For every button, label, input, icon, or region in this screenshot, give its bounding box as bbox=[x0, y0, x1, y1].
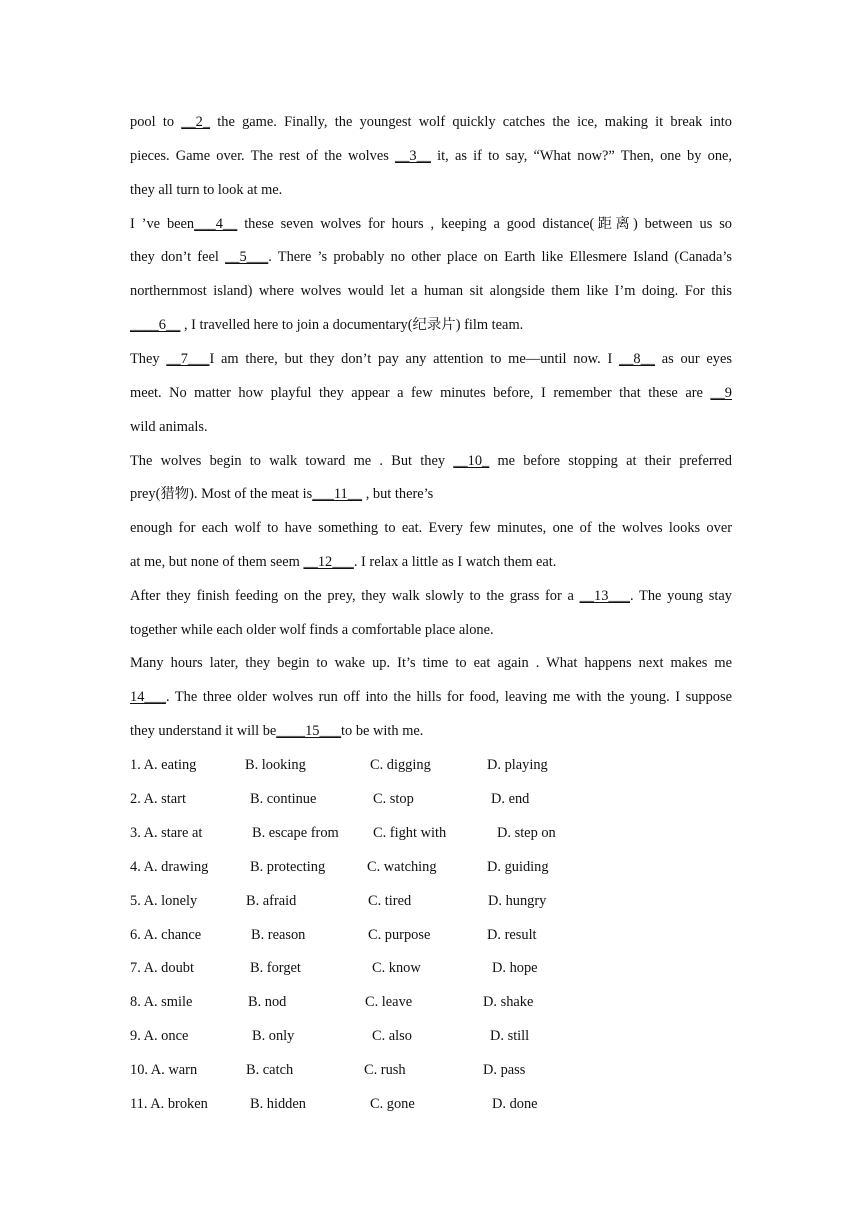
question-option-b: B. only bbox=[252, 1028, 295, 1044]
passage-line bbox=[130, 247, 732, 267]
question-option-d: D. hungry bbox=[488, 893, 547, 909]
passage-text: pool to bbox=[130, 114, 182, 130]
answer-blank: __7___ bbox=[166, 351, 210, 367]
question-option-d: D. guiding bbox=[487, 859, 549, 875]
question-option-a: 6. A. chance bbox=[130, 927, 202, 943]
question-option-c: C. tired bbox=[368, 893, 412, 909]
passage-line bbox=[130, 687, 732, 707]
question-option-d: D. hope bbox=[492, 960, 538, 976]
question-option-d: D. playing bbox=[487, 757, 548, 773]
passage-text: , I travelled here to join a documentary(纪录片) film team. bbox=[180, 317, 524, 333]
question-option-d: D. step on bbox=[497, 825, 556, 841]
passage-text: prey(猎物). Most of the meat is bbox=[130, 486, 313, 502]
question-option-c: C. watching bbox=[367, 859, 437, 875]
passage-text: meet. No matter how playful they appear a few minutes before, I remember that these are bbox=[130, 385, 711, 401]
passage-text: They bbox=[130, 351, 167, 367]
question-option-b: B. nod bbox=[248, 994, 287, 1010]
passage-text: , but there’s bbox=[362, 486, 434, 502]
passage-line bbox=[130, 721, 732, 741]
passage-line bbox=[130, 112, 732, 132]
passage-line bbox=[130, 586, 732, 606]
passage-text: to be with me. bbox=[341, 723, 424, 739]
question-option-c: C. rush bbox=[364, 1062, 406, 1078]
question-option-c: C. know bbox=[372, 960, 421, 976]
passage-text: . The young stay bbox=[629, 588, 732, 604]
question-option-d: D. result bbox=[487, 927, 537, 943]
question-option-d: D. done bbox=[492, 1096, 538, 1112]
question-option-b: B. protecting bbox=[250, 859, 326, 875]
question-option-a: 4. A. drawing bbox=[130, 859, 209, 875]
answer-blank: __8__ bbox=[619, 351, 655, 367]
question-option-a: 5. A. lonely bbox=[130, 893, 198, 909]
question-option-a: 9. A. once bbox=[130, 1028, 189, 1044]
passage-text: The wolves begin to walk toward me . But they bbox=[130, 453, 454, 469]
passage-text: at me, but none of them seem bbox=[130, 554, 304, 570]
answer-blank: __10_ bbox=[453, 453, 490, 469]
answer-blank: __9 bbox=[710, 385, 732, 401]
answer-blank: ____15___ bbox=[276, 723, 342, 739]
passage-text: they understand it will be bbox=[130, 723, 277, 739]
passage-text: these seven wolves for hours , keeping a good distance(距离) between us so bbox=[237, 216, 733, 232]
question-option-d: D. pass bbox=[483, 1062, 526, 1078]
question-option-b: B. forget bbox=[250, 960, 301, 976]
question-option-c: C. purpose bbox=[368, 927, 431, 943]
passage-line bbox=[130, 315, 732, 335]
question-option-b: B. escape from bbox=[252, 825, 339, 841]
passage-text: me before stopping at their preferred bbox=[489, 453, 732, 469]
question-option-a: 2. A. start bbox=[130, 791, 186, 807]
question-option-a: 8. A. smile bbox=[130, 994, 193, 1010]
passage-text: it, as if to say, “What now?” Then, one by one, bbox=[430, 148, 732, 164]
passage-line bbox=[130, 620, 732, 640]
question-option-a: 3. A. stare at bbox=[130, 825, 203, 841]
passage-text: wild animals. bbox=[130, 419, 208, 435]
question-option-b: B. catch bbox=[246, 1062, 294, 1078]
answer-blank: ___11__ bbox=[312, 486, 363, 502]
passage-text: I am there, but they don’t pay any attention to me—until now. I bbox=[209, 351, 619, 367]
question-option-c: C. stop bbox=[373, 791, 414, 807]
passage-text: northernmost island) where wolves would let a human sit alongside them like I’m doing. For this bbox=[130, 283, 732, 299]
passage-line bbox=[130, 417, 732, 437]
passage-text: pieces. Game over. The rest of the wolves bbox=[130, 148, 395, 164]
passage-line bbox=[130, 383, 732, 403]
passage-text: I ’ve been bbox=[130, 216, 195, 232]
question-option-c: C. gone bbox=[370, 1096, 415, 1112]
passage-line bbox=[130, 180, 732, 200]
passage-line bbox=[130, 146, 732, 166]
passage-text: enough for each wolf to have something to eat. Every few minutes, one of the wolves looks over bbox=[130, 520, 732, 536]
question-option-a: 10. A. warn bbox=[130, 1062, 198, 1078]
passage-text: as our eyes bbox=[654, 351, 732, 367]
question-option-d: D. shake bbox=[483, 994, 534, 1010]
question-option-a: 11. A. broken bbox=[130, 1096, 208, 1112]
passage-text: together while each older wolf finds a comfortable place alone. bbox=[130, 622, 494, 638]
passage-text: . The three older wolves run off into the hills for food, leaving me with the young. I suppose bbox=[165, 689, 732, 705]
passage-line bbox=[130, 653, 732, 673]
passage-text: Many hours later, they begin to wake up. It’s time to eat again . What happens next makes me bbox=[130, 655, 732, 671]
passage-line bbox=[130, 484, 732, 504]
question-option-c: C. also bbox=[372, 1028, 412, 1044]
answer-blank: ____6__ bbox=[130, 317, 181, 333]
question-option-c: C. digging bbox=[370, 757, 431, 773]
answer-blank: __13___ bbox=[579, 588, 630, 604]
answer-blank: __12___ bbox=[303, 554, 354, 570]
answer-blank: __3__ bbox=[395, 148, 431, 164]
question-option-b: B. hidden bbox=[250, 1096, 306, 1112]
question-option-d: D. end bbox=[491, 791, 530, 807]
question-option-c: C. leave bbox=[365, 994, 413, 1010]
question-option-b: B. afraid bbox=[246, 893, 297, 909]
passage-text: . I relax a little as I watch them eat. bbox=[353, 554, 557, 570]
question-option-b: B. looking bbox=[245, 757, 306, 773]
answer-blank: __5___ bbox=[225, 249, 269, 265]
passage-text: . There ’s probably no other place on Earth like Ellesmere Island (Canada’s bbox=[268, 249, 732, 265]
answer-blank: 14___ bbox=[130, 689, 166, 705]
passage-line bbox=[130, 349, 732, 369]
passage-line bbox=[130, 451, 732, 471]
question-option-d: D. still bbox=[490, 1028, 530, 1044]
passage-line bbox=[130, 552, 732, 572]
question-option-b: B. continue bbox=[250, 791, 317, 807]
question-option-c: C. fight with bbox=[373, 825, 447, 841]
passage-line bbox=[130, 518, 732, 538]
answer-blank: __2_ bbox=[181, 114, 211, 130]
passage-line bbox=[130, 281, 732, 301]
passage-text: the game. Finally, the youngest wolf quickly catches the ice, making it break into bbox=[210, 114, 732, 130]
passage-text: After they finish feeding on the prey, they walk slowly to the grass for a bbox=[130, 588, 580, 604]
question-option-b: B. reason bbox=[251, 927, 306, 943]
answer-blank: ___4__ bbox=[194, 216, 238, 232]
question-option-a: 7. A. doubt bbox=[130, 960, 194, 976]
passage-line bbox=[130, 214, 732, 234]
question-option-a: 1. A. eating bbox=[130, 757, 197, 773]
passage-text: they don’t feel bbox=[130, 249, 226, 265]
passage-text: they all turn to look at me. bbox=[130, 182, 283, 198]
